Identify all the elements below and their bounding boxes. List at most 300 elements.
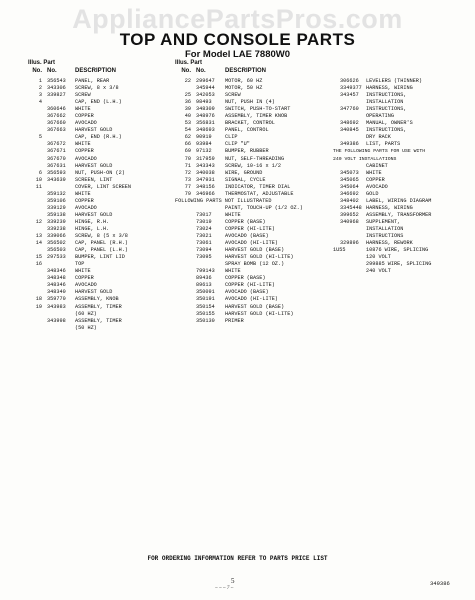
column-header-part: No. <box>196 68 206 74</box>
parts-row <box>175 240 340 247</box>
part-number: 73019 <box>196 218 212 225</box>
part-number: 73017 <box>196 211 212 218</box>
illus-number: 6 <box>38 169 42 176</box>
column-header-no: No. <box>181 68 191 74</box>
part-number <box>335 113 366 120</box>
illus-number: 4 <box>38 99 42 106</box>
part-number: 3345448 <box>340 204 362 211</box>
illus-number <box>28 120 42 127</box>
illus-number: 13 <box>35 233 42 240</box>
illus-number <box>28 325 42 332</box>
part-number: 73024 <box>196 225 212 232</box>
parts-row <box>333 198 463 205</box>
illus-number: 36 <box>184 99 191 106</box>
part-number: 346692 <box>340 190 359 197</box>
parts-row <box>175 148 340 155</box>
part-description: WHITE <box>75 268 91 275</box>
parts-row <box>333 148 463 155</box>
part-description: SCREW <box>75 92 91 99</box>
part-number <box>42 184 75 191</box>
part-description: INSTALLATION <box>366 99 404 106</box>
parts-row <box>28 106 168 113</box>
illus-number: 70 <box>184 155 191 162</box>
parts-row <box>175 106 340 113</box>
illus-number <box>175 240 191 247</box>
parts-row <box>175 205 340 212</box>
illus-number: 3 <box>38 92 42 99</box>
parts-row <box>28 99 168 106</box>
parts-row <box>28 240 168 247</box>
illus-number <box>28 113 42 120</box>
part-description: HARNESS, REWORK <box>366 240 413 247</box>
parts-row <box>175 163 340 170</box>
part-number <box>335 99 366 106</box>
section-note: THE FOLLOWING PARTS FOR USE WITH <box>333 149 426 155</box>
part-number: 73095 <box>196 254 212 261</box>
part-description: COPPER <box>75 148 94 155</box>
part-number <box>191 261 225 268</box>
part-description: CLIP <box>225 134 238 141</box>
part-number: 348692 <box>340 120 359 127</box>
part-description: SIGNAL, CYCLE <box>225 176 266 183</box>
parts-row <box>175 134 340 141</box>
part-number: 339827 <box>47 92 66 99</box>
illus-number: 19 <box>35 303 42 310</box>
column-header-row <box>175 67 340 75</box>
part-number: 348693 <box>196 127 215 134</box>
illus-number: 73 <box>184 176 191 183</box>
illus-number <box>28 311 42 318</box>
section-note: FOLLOWING PARTS NOT ILLUSTRATED <box>175 197 272 204</box>
part-description: SCREW, 8 x 3/8 <box>75 85 119 92</box>
parts-row <box>175 99 340 106</box>
part-description: 10876 WIRE, SPLICING <box>366 247 429 254</box>
parts-row <box>175 226 340 233</box>
illus-number <box>28 127 42 134</box>
part-description: ASSEMBLY, TRANSFORMER <box>366 211 432 218</box>
part-number: 343998 <box>47 317 66 324</box>
column-header-spacer-2 <box>333 67 463 75</box>
part-number: 348156 <box>196 183 215 190</box>
parts-column-2 <box>175 60 346 325</box>
part-description: SCREW <box>225 92 241 99</box>
parts-row <box>28 120 168 127</box>
part-number: 347760 <box>340 106 359 113</box>
part-number: 359106 <box>47 197 66 204</box>
part-number <box>335 233 366 240</box>
illus-number <box>28 268 42 275</box>
part-number: 349386 <box>340 141 359 148</box>
illus-number <box>28 156 42 163</box>
illus-number: 72 <box>184 169 191 176</box>
part-description: CAP, PANEL (R.H.) <box>75 240 128 247</box>
part-number <box>335 254 366 261</box>
parts-row <box>28 113 168 120</box>
part-number: 399652 <box>340 211 359 218</box>
parts-row <box>175 219 340 226</box>
part-description: CAP, END (R.H.) <box>75 134 122 141</box>
part-number: 339239 <box>47 218 66 225</box>
part-description: WHITE <box>225 211 241 218</box>
illus-number: 18 <box>35 296 42 303</box>
illus-number: 14 <box>35 240 42 247</box>
part-description: BRACKET, CONTROL <box>225 120 275 127</box>
part-number <box>42 99 75 106</box>
part-description: MANUAL, OWNER'S <box>366 120 413 127</box>
part-number: 359132 <box>47 190 66 197</box>
part-number: 350154 <box>196 303 215 310</box>
part-number: 356543 <box>47 78 66 84</box>
handwritten-mark: ~ ~ ~ 7 ~ <box>215 586 234 591</box>
parts-row <box>175 282 340 289</box>
parts-row <box>28 205 168 212</box>
parts-row <box>175 177 340 184</box>
part-description: COPPER (BASE) <box>225 275 266 282</box>
part-description: COPPER <box>75 113 94 120</box>
illus-number <box>175 268 191 275</box>
illus-number <box>28 282 42 289</box>
illus-number <box>175 254 191 261</box>
part-number: 340968 <box>340 218 359 225</box>
part-description: AVOCADO <box>75 120 97 127</box>
parts-row <box>333 205 463 212</box>
parts-row <box>333 163 463 170</box>
part-number: 90919 <box>196 134 212 141</box>
illus-number: 11 <box>35 183 42 190</box>
part-description: MOTOR, 60 HZ <box>225 78 263 84</box>
parts-row <box>175 304 340 311</box>
column-header-part: No. <box>47 68 57 74</box>
illus-number <box>175 205 191 212</box>
parts-row <box>28 170 168 177</box>
page-number: 5 <box>231 577 235 585</box>
illus-number <box>175 261 191 268</box>
part-number <box>335 134 366 141</box>
parts-row <box>28 141 168 148</box>
parts-row <box>333 85 463 92</box>
part-description: AVOCADO (HI-LITE) <box>225 296 278 303</box>
parts-row <box>28 85 168 92</box>
part-description: 240 VOLT <box>366 268 391 275</box>
part-description: COPPER (HI-LITE) <box>225 225 275 232</box>
part-description: INSTALLATION <box>366 225 404 232</box>
illus-number: 69 <box>184 148 191 155</box>
parts-row <box>175 296 340 303</box>
illus-number <box>175 212 191 219</box>
part-description: COPPER (BASE) <box>225 218 266 225</box>
column-header-description: DESCRIPTION <box>75 68 117 74</box>
column-header-illus: Illus. Part <box>28 60 56 66</box>
parts-row <box>28 282 168 289</box>
illus-number <box>28 212 42 219</box>
column-header-description: DESCRIPTION <box>225 68 267 74</box>
parts-row <box>333 226 463 233</box>
part-description: CABINET <box>366 162 388 169</box>
part-description: HARVEST GOLD (HI-LITE) <box>225 310 294 317</box>
part-description: DRY RACK <box>366 134 391 141</box>
illus-number: 40 <box>184 113 191 120</box>
part-number: 343457 <box>340 92 359 99</box>
illus-number <box>175 226 191 233</box>
part-number: 356503 <box>47 247 66 254</box>
part-number: 350155 <box>196 310 215 317</box>
illus-number: 77 <box>184 183 191 190</box>
illus-number <box>175 318 191 325</box>
part-description: HARVEST GOLD <box>75 162 113 169</box>
part-description: NUT, PUSH IN (4) <box>225 99 275 106</box>
part-number: 367660 <box>47 120 66 127</box>
illus-number: 71 <box>184 162 191 169</box>
parts-row <box>175 120 340 127</box>
parts-row <box>28 177 168 184</box>
column-header-illus: Illus. Part <box>175 60 203 66</box>
parts-row <box>28 318 168 325</box>
parts-row <box>333 212 463 219</box>
part-number: 348402 <box>340 197 359 204</box>
illus-number <box>28 191 42 198</box>
part-number: 89436 <box>196 275 212 282</box>
illus-number: 1U55 <box>333 247 346 254</box>
part-number: 367663 <box>47 127 66 134</box>
part-description: LIST, PARTS <box>366 141 401 148</box>
part-description: BUMPER, LINT LID <box>75 254 125 261</box>
parts-row <box>28 219 168 226</box>
part-number: 339238 <box>47 225 66 232</box>
part-description: AVOCADO <box>366 183 388 190</box>
illus-number <box>175 304 191 311</box>
part-description: SUPPLEMENT, <box>366 218 401 225</box>
parts-column-3 <box>333 60 463 275</box>
part-description: COPPER (HI-LITE) <box>225 282 275 289</box>
part-number: 98493 <box>196 99 212 106</box>
part-number: 73094 <box>196 247 212 254</box>
illus-number: 22 <box>184 78 191 84</box>
parts-row <box>28 191 168 198</box>
part-description: HINGE, R.H. <box>75 218 110 225</box>
parts-row <box>175 261 340 268</box>
part-description: HARVEST GOLD (HI-LITE) <box>225 254 294 261</box>
part-number <box>191 205 225 212</box>
part-number: 73021 <box>196 233 212 240</box>
illus-number: 5 <box>38 134 42 141</box>
part-number: 343983 <box>47 303 66 310</box>
parts-row <box>28 92 168 99</box>
parts-row <box>28 289 168 296</box>
parts-row <box>175 92 340 99</box>
part-number: 367672 <box>47 141 66 148</box>
document-number: 349386 <box>430 580 450 587</box>
part-number <box>335 247 366 254</box>
part-number: 306626 <box>340 78 359 84</box>
parts-row <box>28 311 168 318</box>
parts-row <box>333 156 463 163</box>
illus-number <box>28 106 42 113</box>
illus-number <box>175 289 191 296</box>
part-description: AVOCADO (BASE) <box>225 289 269 296</box>
parts-row <box>28 184 168 191</box>
parts-row <box>333 170 463 177</box>
part-number: 317959 <box>196 155 215 162</box>
parts-row <box>175 289 340 296</box>
illus-number <box>28 247 42 254</box>
parts-row <box>175 254 340 261</box>
parts-row <box>28 212 168 219</box>
part-description: INSTRUCTIONS, <box>366 92 407 99</box>
part-number: 93984 <box>196 141 212 148</box>
part-description: PRIMER <box>225 317 244 324</box>
page-subtitle: For Model LAE 7880W0 <box>184 49 291 60</box>
part-number: 345065 <box>340 176 359 183</box>
part-description: COPPER <box>366 176 385 183</box>
parts-row <box>333 120 463 127</box>
illus-number <box>28 205 42 212</box>
illus-number <box>28 198 42 205</box>
illus-number: 2 <box>38 85 42 92</box>
part-description: AVOCADO <box>75 282 97 289</box>
part-description: PAINT, TOUCH-UP (1/2 OZ.) <box>225 204 303 211</box>
part-description: NUT, SELF-THREADING <box>225 155 285 162</box>
illus-number: 16 <box>35 261 42 268</box>
part-description: HARVEST GOLD <box>75 289 113 296</box>
part-number: 350191 <box>196 296 215 303</box>
illus-number <box>175 85 191 92</box>
illus-number: 79 <box>184 190 191 197</box>
illus-number: 15 <box>35 254 42 261</box>
part-number: 356502 <box>47 240 66 247</box>
part-number: 348309 <box>196 106 215 113</box>
parts-row <box>175 233 340 240</box>
illus-number: 53 <box>184 120 191 127</box>
part-description: HARVEST GOLD (BASE) <box>225 247 285 254</box>
parts-row <box>175 247 346 254</box>
part-description: INSTRUCTIONS <box>366 233 404 240</box>
part-description: WHITE <box>366 169 382 176</box>
part-number: 345064 <box>340 183 359 190</box>
part-description: ASSEMBLY, TIMER <box>75 317 122 324</box>
parts-row <box>28 296 168 303</box>
part-number: 343306 <box>47 85 66 92</box>
part-description: OPERATING <box>366 113 395 120</box>
parts-row <box>28 148 168 155</box>
part-number: 73061 <box>196 240 212 247</box>
parts-row <box>175 156 340 163</box>
parts-row <box>28 78 168 85</box>
part-number: 343343 <box>196 162 215 169</box>
part-number: 348346 <box>47 268 66 275</box>
parts-row <box>28 325 168 332</box>
part-description: NUT, PUSH-ON (2) <box>75 169 125 176</box>
parts-row <box>333 184 463 191</box>
part-number: 356831 <box>196 120 215 127</box>
part-number: 360646 <box>47 106 66 113</box>
illus-number <box>175 247 191 254</box>
part-description: SCREW, 10-16 x 1/2 <box>225 162 282 169</box>
part-number <box>335 163 366 170</box>
part-description: ASSEMBLY, KNOB <box>75 296 119 303</box>
part-number: 367671 <box>47 148 66 155</box>
parts-row <box>333 219 463 226</box>
parts-row <box>175 275 340 282</box>
section-note: 240 VOLT INSTALLATIONS <box>333 156 397 162</box>
part-description: SWITCH, PUSH-TO-START <box>225 106 291 113</box>
part-number <box>42 261 75 268</box>
illus-number <box>175 296 191 303</box>
part-number: 348340 <box>47 289 66 296</box>
part-description: INSTRUCTIONS, <box>366 106 407 113</box>
part-description: SCREEN, LINT <box>75 176 113 183</box>
part-number <box>335 268 366 275</box>
parts-row <box>175 268 340 275</box>
part-description: GOLD <box>366 190 379 197</box>
parts-row <box>333 261 463 268</box>
illus-number <box>28 275 42 282</box>
illus-number <box>28 141 42 148</box>
part-description: SCREW, 8 (5 x 3/8 <box>75 233 128 240</box>
part-description: 120 VOLT <box>366 254 391 261</box>
part-description: WHITE <box>225 268 241 275</box>
part-number: 340845 <box>340 127 359 134</box>
parts-row <box>175 113 340 120</box>
part-description: AVOCADO <box>75 155 97 162</box>
parts-row <box>28 156 168 163</box>
part-description: AVOCADO <box>75 204 97 211</box>
part-description: INSTRUCTIONS, <box>366 127 407 134</box>
part-description: HARVEST GOLD <box>75 211 113 218</box>
parts-row <box>333 240 463 247</box>
column-header-row <box>28 67 168 75</box>
part-description: MOTOR, 50 HZ <box>225 85 263 92</box>
parts-row <box>333 191 463 198</box>
part-number <box>335 226 366 233</box>
part-description: LEVELERS (THINNER) <box>366 78 423 84</box>
part-description: WHITE <box>75 106 91 113</box>
part-description: WIRE, GROUND <box>225 169 263 176</box>
illus-number: 66 <box>184 141 191 148</box>
illus-number: 1 <box>38 78 42 84</box>
parts-row <box>333 92 463 99</box>
part-description: (60 HZ) <box>75 310 97 317</box>
illus-number <box>175 233 191 240</box>
part-number: 348976 <box>196 113 215 120</box>
parts-row <box>333 113 463 120</box>
parts-column-1 <box>28 60 168 332</box>
part-description: HINGE, L.H. <box>75 225 110 232</box>
part-number: 299647 <box>196 78 215 84</box>
part-number: 3349377 <box>340 85 362 92</box>
part-number: 343639 <box>47 176 66 183</box>
parts-row <box>175 311 340 318</box>
part-description: PANEL, CONTROL <box>225 127 269 134</box>
illus-number: 25 <box>184 92 191 99</box>
parts-row <box>28 268 168 275</box>
part-number: 345073 <box>340 169 359 176</box>
part-description: HARNESS, WIRING <box>366 85 413 92</box>
column-header-spacer <box>333 60 463 67</box>
parts-row <box>333 134 463 141</box>
part-number: 339129 <box>47 204 66 211</box>
part-number: 367670 <box>47 155 66 162</box>
parts-row <box>175 191 340 198</box>
parts-row <box>28 198 168 205</box>
part-number: 340038 <box>196 169 215 176</box>
parts-row <box>175 127 340 134</box>
parts-row <box>175 184 340 191</box>
parts-row <box>333 78 463 85</box>
parts-row <box>28 304 168 311</box>
part-description: TOP <box>75 261 85 268</box>
part-number: 350130 <box>196 317 215 324</box>
part-number: 356593 <box>47 169 66 176</box>
